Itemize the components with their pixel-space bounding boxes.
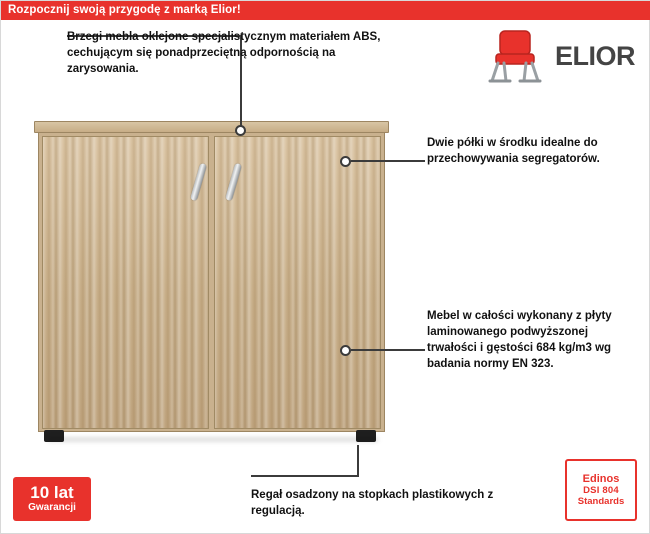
edinos-line-2: DSI 804: [583, 485, 619, 496]
edinos-standards-badge: [565, 459, 637, 521]
connector-dot-top: [235, 125, 246, 136]
brand-name: ELIOR: [554, 40, 635, 71]
connector-dot-board: [340, 345, 351, 356]
promo-banner: Rozpocznij swoją przygodę z marką Elior!: [1, 1, 650, 20]
cabinet-shadow: [48, 437, 378, 442]
cabinet-door-right: [214, 136, 381, 429]
guarantee-label: Gwarancji: [28, 502, 76, 513]
edinos-line-1: Edinos: [582, 473, 620, 485]
edinos-line-3: Standards: [577, 496, 625, 507]
callout-board-density: Mebel w całości wykonany z płyty laminowanego podwyższonej trwałości i gęstości 684 kg/m3 wg badania normy EN 323.: [427, 310, 612, 370]
callout-shelves: Dwie półki w środku idealne do przechowywania segregatorów.: [427, 137, 600, 165]
chair-icon: [486, 27, 548, 85]
brand-logo: [465, 25, 635, 87]
connector-line-feet-horizontal: [251, 475, 359, 477]
guarantee-badge: [13, 477, 91, 521]
cabinet-body: [38, 132, 385, 432]
callout-adjustable-feet: Regał osadzony na stopkach plastikowych z regulacją.: [251, 489, 494, 517]
door-handle-left: [190, 163, 207, 201]
cabinet-illustration: [34, 121, 389, 441]
guarantee-years: 10 lat: [30, 483, 74, 502]
callout-abs-edges: Brzegi mebla oklejone specjalistycznym materiałem ABS, cechującym się ponadprzeciętną odpornością na zarysowania.: [67, 31, 381, 75]
connector-line-feet-vertical: [357, 445, 359, 477]
connector-dot-shelves: [340, 156, 351, 167]
door-handle-right: [225, 163, 242, 201]
connector-line-board: [351, 349, 425, 351]
connector-line-shelves: [351, 160, 425, 162]
cabinet-door-left: [42, 136, 209, 429]
